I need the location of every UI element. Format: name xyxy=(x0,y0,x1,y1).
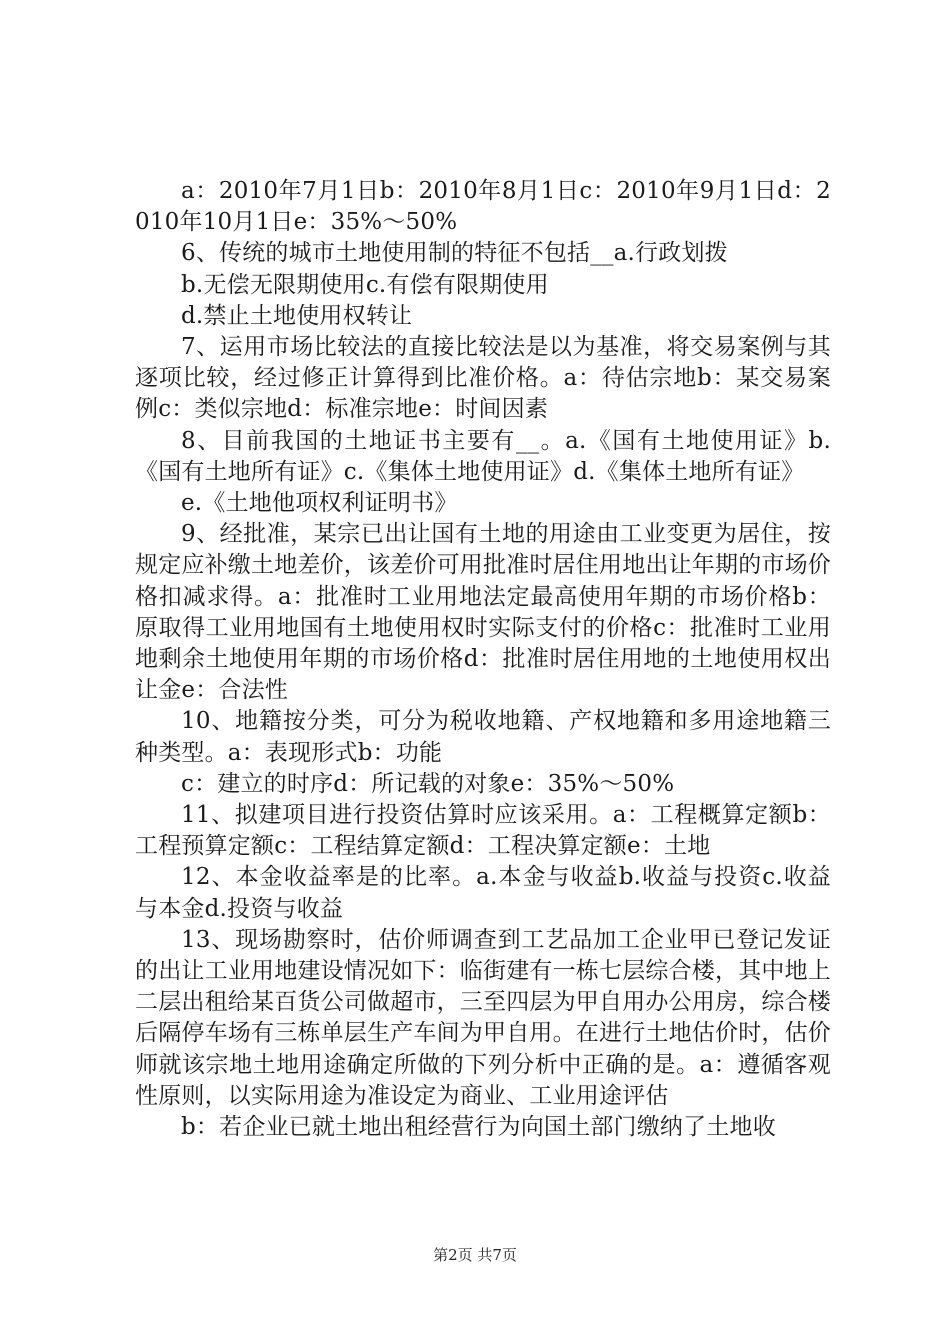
document-body xyxy=(135,176,831,1143)
paragraph-question-6: 6、传统的城市土地使用制的特征不包括__a.行政划拨 xyxy=(181,240,728,267)
paragraph-question-11: 11、拟建项目进行投资估算时应该采用。a：工程概算定额b：工程预算定额c：工程结算定额d：工程决算定额e：土地 xyxy=(135,802,831,860)
paragraph-dates-options: a：2010年7月1日b：2010年8月1日c：2010年9月1日d：2010年10月1日e：35%～50% xyxy=(135,178,831,236)
paragraph-question-13: 13、现场勘察时，估价师调查到工艺品加工企业甲已登记发证的出让工业用地建设情况如下：临街建有一栋七层综合楼，其中地上二层出租给某百货公司做超市，三至四层为甲自用办公用房，综合楼后隔停车场有三栋单层生产车间为甲自用。在进行土地估价时，估价师就该宗地土地用途确定所做的下列分析中正确的是。a：遵循客观性原则，以实际用途为准设定为商业、工业用途评估 xyxy=(135,926,831,1109)
paragraph-question-12: 12、本金收益率是的比率。a.本金与收益b.收益与投资c.收益与本金d.投资与收益 xyxy=(135,864,831,922)
paragraph-question-6-options-b-c: b.无偿无限期使用c.有偿有限期使用 xyxy=(181,271,549,298)
paragraph-question-7: 7、运用市场比较法的直接比较法是以为基准，将交易案例与其逐项比较，经过修正计算得到比准价格。a：待估宗地b：某交易案例c：类似宗地d：标准宗地e：时间因素 xyxy=(135,334,831,423)
paragraph-question-10-options: c：建立的时序d：所记载的对象e：35%～50% xyxy=(181,770,675,797)
paragraph-question-8: 8、目前我国的土地证书主要有__。a.《国有土地使用证》b.《国有土地所有证》c.《集体土地使用证》d.《集体土地所有证》 xyxy=(135,427,831,485)
paragraph-question-10: 10、地籍按分类，可分为税收地籍、产权地籍和多用途地籍三种类型。a：表现形式b：功能 xyxy=(135,708,831,766)
paragraph-question-8-option-e: e.《土地他项权利证明书》 xyxy=(181,490,458,517)
paragraph-question-13-option-b: b：若企业已就土地出租经营行为向国土部门缴纳了土地收 xyxy=(181,1114,776,1141)
page-number-footer: 第2页 共7页 xyxy=(433,1246,517,1264)
paragraph-question-9: 9、经批准，某宗已出让国有土地的用途由工业变更为居住，按规定应补缴土地差价，该差价可用批准时居住用地出让年期的市场价格扣减求得。a：批准时工业用地法定最高使用年期的市场价格b：原取得工业用地国有土地使用权时实际支付的价格c：批准时工业用地剩余土地使用年期的市场价格d：批准时居住用地的土地使用权出让金e：合法性 xyxy=(135,521,831,704)
paragraph-question-6-option-d: d.禁止土地使用权转让 xyxy=(181,302,413,329)
